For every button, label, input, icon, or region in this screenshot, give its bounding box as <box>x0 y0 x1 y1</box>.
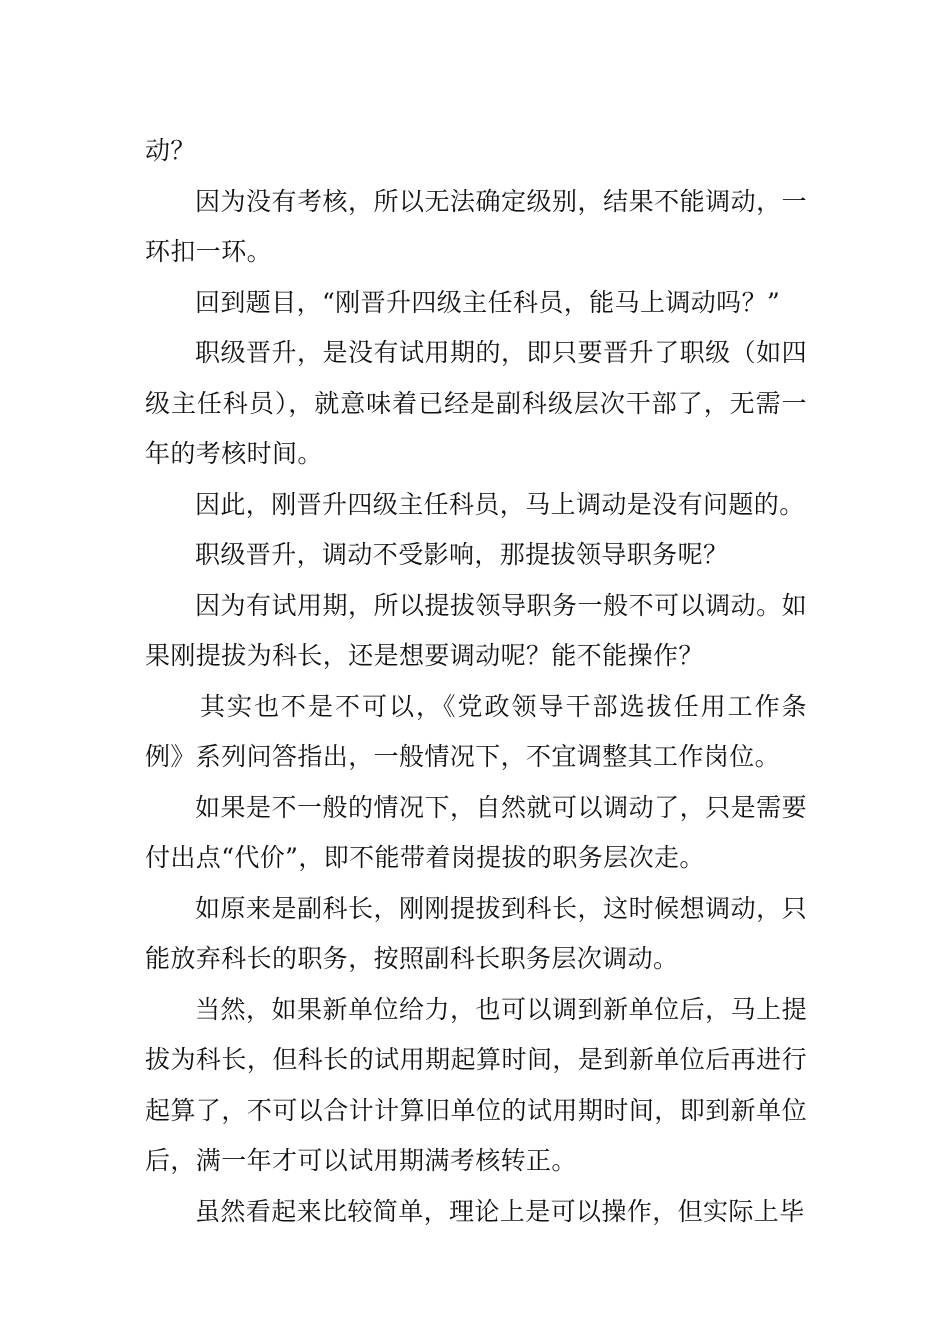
paragraph-11: 当然，如果新单位给力，也可以调到新单位后，马上提拔为科长，但科长的试用期起算时间，是到新单位后再进行起算了，不可以合计计算旧单位的试用期时间，即到新单位后，满一年才可以试用期满考核转正。 <box>145 994 807 1175</box>
paragraph-6: 职级晋升，调动不受影响，那提拔领导职务呢？ <box>195 540 729 569</box>
paragraph-2: 因为没有考核，所以无法确定级别，结果不能调动，一环扣一环。 <box>145 186 807 266</box>
paragraph-10: 如原来是副科长，刚刚提拔到科长，这时候想调动，只能放弃科长的职务，按照副科长职务层次调动。 <box>145 893 807 973</box>
paragraph-5: 因此，刚晋升四级主任科员，马上调动是没有问题的。 <box>195 489 805 519</box>
paragraph-8: 其实也不是不可以，《党政领导干部选拔任用工作条例》系列问答指出，一般情况下，不宜调整其工作岗位。 <box>145 691 807 771</box>
paragraph-9: 如果是不一般的情况下，自然就可以调动了，只是需要付出点“代价”，即不能带着岗提拔的职务层次走。 <box>145 792 807 872</box>
paragraph-3: 回到题目，“刚晋升四级主任科员，能马上调动吗？” <box>195 287 781 317</box>
document-body <box>145 126 807 1237</box>
paragraph-1: 动？ <box>145 136 196 165</box>
paragraph-7: 因为有试用期，所以提拔领导职务一般不可以调动。如果刚提拔为科长，还是想要调动呢？能不能操作？ <box>145 590 807 670</box>
paragraph-12: 虽然看起来比较简单，理论上是可以操作，但实际上毕 <box>195 1196 805 1226</box>
paragraph-4: 职级晋升，是没有试用期的，即只要晋升了职级（如四级主任科员），就意味着已经是副科级层次干部了，无需一年的考核时间。 <box>145 338 807 468</box>
